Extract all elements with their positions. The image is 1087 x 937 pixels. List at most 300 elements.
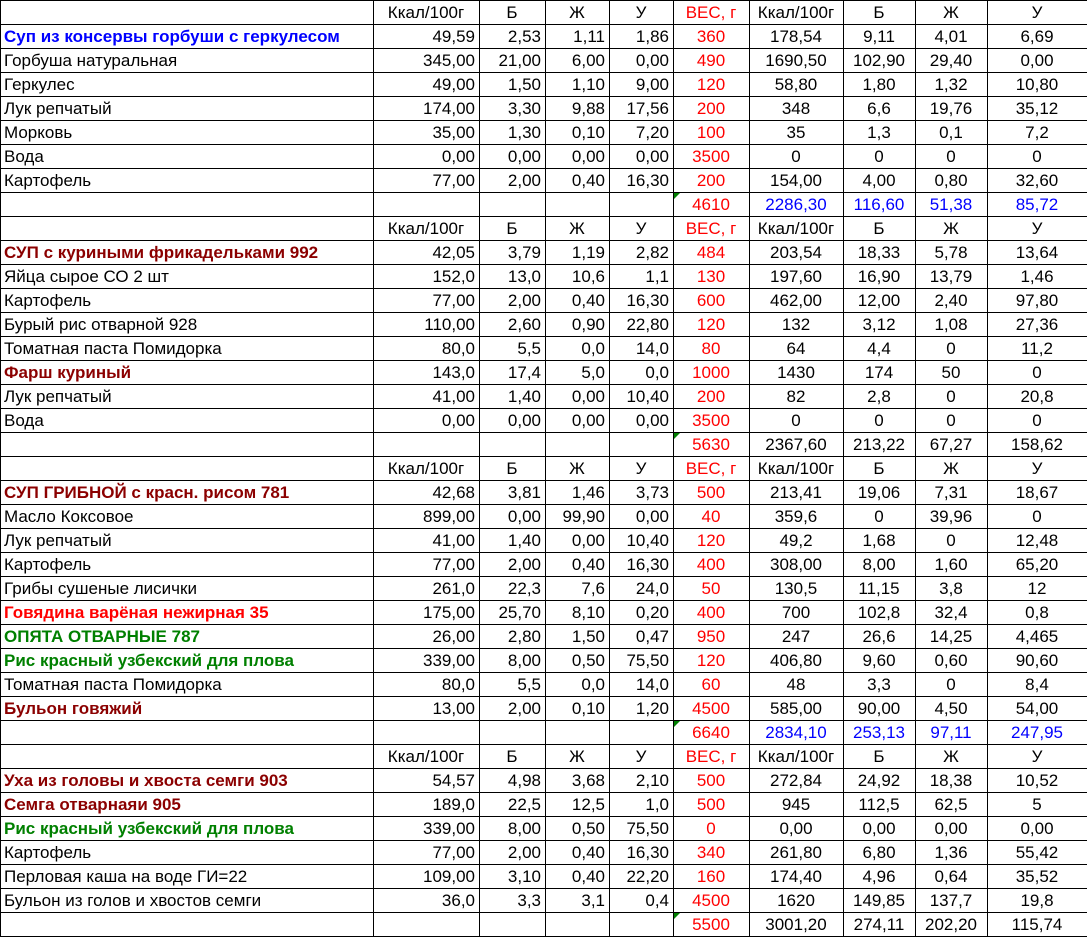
- value-cell[interactable]: 19,8: [988, 889, 1087, 913]
- item-name-cell[interactable]: Бурый рис отварной 928: [1, 313, 374, 337]
- value-cell[interactable]: 1,46: [546, 481, 610, 505]
- value-cell[interactable]: 4,98: [480, 769, 546, 793]
- weight-cell[interactable]: 200: [674, 385, 750, 409]
- header-cell[interactable]: Ж: [546, 457, 610, 481]
- header-cell[interactable]: У: [610, 1, 674, 25]
- total-value-cell[interactable]: 158,62: [988, 433, 1087, 457]
- value-cell[interactable]: 2,60: [480, 313, 546, 337]
- total-value-cell[interactable]: 85,72: [988, 193, 1087, 217]
- total-weight-cell[interactable]: 4610: [674, 193, 750, 217]
- header-cell[interactable]: Ккал/100г: [750, 1, 844, 25]
- item-name-cell[interactable]: Бульон говяжий: [1, 697, 374, 721]
- item-name-cell[interactable]: Геркулес: [1, 73, 374, 97]
- item-name-cell[interactable]: Горбуша натуральная: [1, 49, 374, 73]
- value-cell[interactable]: 3,68: [546, 769, 610, 793]
- value-cell[interactable]: 1430: [750, 361, 844, 385]
- value-cell[interactable]: 2,00: [480, 553, 546, 577]
- value-cell[interactable]: 0,10: [546, 121, 610, 145]
- total-value-cell[interactable]: 213,22: [844, 433, 916, 457]
- value-cell[interactable]: 5,5: [480, 337, 546, 361]
- value-cell[interactable]: 19,06: [844, 481, 916, 505]
- value-cell[interactable]: 97,80: [988, 289, 1087, 313]
- value-cell[interactable]: 1,19: [546, 241, 610, 265]
- total-value-cell[interactable]: 247,95: [988, 721, 1087, 745]
- item-name-cell[interactable]: Бульон из голов и хвостов семги: [1, 889, 374, 913]
- value-cell[interactable]: 12,5: [546, 793, 610, 817]
- empty-cell[interactable]: [480, 193, 546, 217]
- value-cell[interactable]: 0,40: [546, 289, 610, 313]
- weight-cell[interactable]: 160: [674, 865, 750, 889]
- value-cell[interactable]: 58,80: [750, 73, 844, 97]
- empty-cell[interactable]: [374, 193, 480, 217]
- header-cell[interactable]: Ж: [916, 745, 988, 769]
- value-cell[interactable]: 4,50: [916, 697, 988, 721]
- value-cell[interactable]: 14,0: [610, 337, 674, 361]
- value-cell[interactable]: 0: [916, 385, 988, 409]
- value-cell[interactable]: 3,81: [480, 481, 546, 505]
- value-cell[interactable]: 8,00: [480, 817, 546, 841]
- header-cell[interactable]: Ккал/100г: [374, 457, 480, 481]
- value-cell[interactable]: 49,59: [374, 25, 480, 49]
- value-cell[interactable]: 8,10: [546, 601, 610, 625]
- value-cell[interactable]: 0,0: [546, 337, 610, 361]
- value-cell[interactable]: 899,00: [374, 505, 480, 529]
- value-cell[interactable]: 8,4: [988, 673, 1087, 697]
- total-value-cell[interactable]: 51,38: [916, 193, 988, 217]
- value-cell[interactable]: 0,47: [610, 625, 674, 649]
- item-name-cell[interactable]: Картофель: [1, 841, 374, 865]
- total-value-cell[interactable]: 97,11: [916, 721, 988, 745]
- value-cell[interactable]: 1,50: [546, 625, 610, 649]
- value-cell[interactable]: 8,00: [480, 649, 546, 673]
- value-cell[interactable]: 18,33: [844, 241, 916, 265]
- value-cell[interactable]: 9,11: [844, 25, 916, 49]
- value-cell[interactable]: 174: [844, 361, 916, 385]
- weight-cell[interactable]: 100: [674, 121, 750, 145]
- value-cell[interactable]: 19,76: [916, 97, 988, 121]
- header-cell[interactable]: Ккал/100г: [374, 1, 480, 25]
- value-cell[interactable]: 99,90: [546, 505, 610, 529]
- header-cell[interactable]: ВЕС, г: [674, 217, 750, 241]
- header-cell[interactable]: У: [610, 745, 674, 769]
- value-cell[interactable]: 406,80: [750, 649, 844, 673]
- value-cell[interactable]: 0,00: [750, 817, 844, 841]
- empty-cell[interactable]: [480, 913, 546, 937]
- weight-cell[interactable]: 40: [674, 505, 750, 529]
- total-weight-cell[interactable]: 5630: [674, 433, 750, 457]
- value-cell[interactable]: 10,52: [988, 769, 1087, 793]
- header-cell[interactable]: [1, 1, 374, 25]
- value-cell[interactable]: 12,00: [844, 289, 916, 313]
- value-cell[interactable]: 14,25: [916, 625, 988, 649]
- weight-cell[interactable]: 950: [674, 625, 750, 649]
- value-cell[interactable]: 0,00: [988, 49, 1087, 73]
- value-cell[interactable]: 359,6: [750, 505, 844, 529]
- item-name-cell[interactable]: Масло Коксовое: [1, 505, 374, 529]
- empty-cell[interactable]: [480, 433, 546, 457]
- value-cell[interactable]: 55,42: [988, 841, 1087, 865]
- value-cell[interactable]: 1,40: [480, 529, 546, 553]
- value-cell[interactable]: 6,00: [546, 49, 610, 73]
- header-cell[interactable]: У: [610, 457, 674, 481]
- weight-cell[interactable]: 200: [674, 169, 750, 193]
- item-name-cell[interactable]: Семга отварнаяи 905: [1, 793, 374, 817]
- value-cell[interactable]: 12: [988, 577, 1087, 601]
- weight-cell[interactable]: 120: [674, 73, 750, 97]
- value-cell[interactable]: 0: [750, 145, 844, 169]
- weight-cell[interactable]: 484: [674, 241, 750, 265]
- empty-cell[interactable]: [610, 193, 674, 217]
- item-name-cell[interactable]: Фарш куриный: [1, 361, 374, 385]
- value-cell[interactable]: 0,00: [480, 409, 546, 433]
- value-cell[interactable]: 4,00: [844, 169, 916, 193]
- value-cell[interactable]: 9,60: [844, 649, 916, 673]
- value-cell[interactable]: 1,86: [610, 25, 674, 49]
- header-cell[interactable]: Ккал/100г: [750, 217, 844, 241]
- value-cell[interactable]: 2,00: [480, 841, 546, 865]
- value-cell[interactable]: 13,00: [374, 697, 480, 721]
- value-cell[interactable]: 0,00: [916, 817, 988, 841]
- value-cell[interactable]: 64: [750, 337, 844, 361]
- value-cell[interactable]: 945: [750, 793, 844, 817]
- value-cell[interactable]: 1,08: [916, 313, 988, 337]
- value-cell[interactable]: 0: [988, 505, 1087, 529]
- weight-cell[interactable]: 120: [674, 529, 750, 553]
- value-cell[interactable]: 42,68: [374, 481, 480, 505]
- value-cell[interactable]: 24,92: [844, 769, 916, 793]
- header-cell[interactable]: Ккал/100г: [750, 745, 844, 769]
- value-cell[interactable]: 132: [750, 313, 844, 337]
- empty-cell[interactable]: [610, 721, 674, 745]
- value-cell[interactable]: 137,7: [916, 889, 988, 913]
- value-cell[interactable]: 3,1: [546, 889, 610, 913]
- header-cell[interactable]: У: [988, 745, 1087, 769]
- header-cell[interactable]: Ккал/100г: [374, 745, 480, 769]
- value-cell[interactable]: 11,15: [844, 577, 916, 601]
- value-cell[interactable]: 2,82: [610, 241, 674, 265]
- header-cell[interactable]: [1, 745, 374, 769]
- value-cell[interactable]: 112,5: [844, 793, 916, 817]
- weight-cell[interactable]: 3500: [674, 409, 750, 433]
- weight-cell[interactable]: 0: [674, 817, 750, 841]
- item-name-cell[interactable]: Картофель: [1, 553, 374, 577]
- header-cell[interactable]: Б: [480, 217, 546, 241]
- header-cell[interactable]: ВЕС, г: [674, 1, 750, 25]
- item-name-cell[interactable]: Рис красный узбекский для плова: [1, 649, 374, 673]
- value-cell[interactable]: 261,0: [374, 577, 480, 601]
- total-weight-cell[interactable]: 6640: [674, 721, 750, 745]
- value-cell[interactable]: 5,5: [480, 673, 546, 697]
- value-cell[interactable]: 82: [750, 385, 844, 409]
- empty-cell[interactable]: [1, 721, 374, 745]
- weight-cell[interactable]: 200: [674, 97, 750, 121]
- weight-cell[interactable]: 120: [674, 649, 750, 673]
- value-cell[interactable]: 3,3: [844, 673, 916, 697]
- value-cell[interactable]: 0,00: [610, 49, 674, 73]
- empty-cell[interactable]: [546, 193, 610, 217]
- value-cell[interactable]: 7,6: [546, 577, 610, 601]
- item-name-cell[interactable]: Суп из консервы горбуши с геркулесом: [1, 25, 374, 49]
- value-cell[interactable]: 7,31: [916, 481, 988, 505]
- weight-cell[interactable]: 80: [674, 337, 750, 361]
- value-cell[interactable]: 50: [916, 361, 988, 385]
- value-cell[interactable]: 11,2: [988, 337, 1087, 361]
- value-cell[interactable]: 1,50: [480, 73, 546, 97]
- value-cell[interactable]: 0,40: [546, 553, 610, 577]
- value-cell[interactable]: 1,0: [610, 793, 674, 817]
- value-cell[interactable]: 178,54: [750, 25, 844, 49]
- header-cell[interactable]: Ж: [546, 217, 610, 241]
- value-cell[interactable]: 75,50: [610, 817, 674, 841]
- value-cell[interactable]: 1,3: [844, 121, 916, 145]
- value-cell[interactable]: 2,00: [480, 697, 546, 721]
- total-value-cell[interactable]: 116,60: [844, 193, 916, 217]
- header-cell[interactable]: Б: [844, 745, 916, 769]
- header-cell[interactable]: У: [610, 217, 674, 241]
- value-cell[interactable]: 7,2: [988, 121, 1087, 145]
- empty-cell[interactable]: [546, 433, 610, 457]
- value-cell[interactable]: 189,0: [374, 793, 480, 817]
- value-cell[interactable]: 77,00: [374, 169, 480, 193]
- header-cell[interactable]: Ж: [546, 745, 610, 769]
- value-cell[interactable]: 21,00: [480, 49, 546, 73]
- value-cell[interactable]: 348: [750, 97, 844, 121]
- empty-cell[interactable]: [546, 913, 610, 937]
- value-cell[interactable]: 6,69: [988, 25, 1087, 49]
- value-cell[interactable]: 36,0: [374, 889, 480, 913]
- value-cell[interactable]: 462,00: [750, 289, 844, 313]
- value-cell[interactable]: 12,48: [988, 529, 1087, 553]
- value-cell[interactable]: 1,11: [546, 25, 610, 49]
- value-cell[interactable]: 0,00: [374, 145, 480, 169]
- value-cell[interactable]: 41,00: [374, 385, 480, 409]
- value-cell[interactable]: 175,00: [374, 601, 480, 625]
- value-cell[interactable]: 42,05: [374, 241, 480, 265]
- value-cell[interactable]: 39,96: [916, 505, 988, 529]
- value-cell[interactable]: 3,30: [480, 97, 546, 121]
- value-cell[interactable]: 3,79: [480, 241, 546, 265]
- item-name-cell[interactable]: Грибы сушеные лисички: [1, 577, 374, 601]
- value-cell[interactable]: 0: [916, 409, 988, 433]
- value-cell[interactable]: 308,00: [750, 553, 844, 577]
- header-cell[interactable]: Ккал/100г: [750, 457, 844, 481]
- value-cell[interactable]: 32,60: [988, 169, 1087, 193]
- value-cell[interactable]: 10,6: [546, 265, 610, 289]
- item-name-cell[interactable]: Вода: [1, 409, 374, 433]
- value-cell[interactable]: 17,56: [610, 97, 674, 121]
- value-cell[interactable]: 203,54: [750, 241, 844, 265]
- empty-cell[interactable]: [1, 433, 374, 457]
- value-cell[interactable]: 4,4: [844, 337, 916, 361]
- value-cell[interactable]: 0,00: [374, 409, 480, 433]
- value-cell[interactable]: 272,84: [750, 769, 844, 793]
- value-cell[interactable]: 174,40: [750, 865, 844, 889]
- value-cell[interactable]: 1,30: [480, 121, 546, 145]
- value-cell[interactable]: 0,40: [546, 841, 610, 865]
- value-cell[interactable]: 48: [750, 673, 844, 697]
- value-cell[interactable]: 339,00: [374, 649, 480, 673]
- header-cell[interactable]: У: [988, 217, 1087, 241]
- value-cell[interactable]: 130,5: [750, 577, 844, 601]
- value-cell[interactable]: 0: [916, 673, 988, 697]
- item-name-cell[interactable]: Морковь: [1, 121, 374, 145]
- value-cell[interactable]: 27,36: [988, 313, 1087, 337]
- value-cell[interactable]: 22,80: [610, 313, 674, 337]
- value-cell[interactable]: 5: [988, 793, 1087, 817]
- value-cell[interactable]: 6,6: [844, 97, 916, 121]
- value-cell[interactable]: 1,46: [988, 265, 1087, 289]
- value-cell[interactable]: 5,78: [916, 241, 988, 265]
- value-cell[interactable]: 174,00: [374, 97, 480, 121]
- value-cell[interactable]: 26,6: [844, 625, 916, 649]
- item-name-cell[interactable]: Перловая каша на воде ГИ=22: [1, 865, 374, 889]
- value-cell[interactable]: 35: [750, 121, 844, 145]
- item-name-cell[interactable]: Лук репчатый: [1, 529, 374, 553]
- value-cell[interactable]: 1,60: [916, 553, 988, 577]
- total-value-cell[interactable]: 2286,30: [750, 193, 844, 217]
- value-cell[interactable]: 9,88: [546, 97, 610, 121]
- value-cell[interactable]: 10,40: [610, 385, 674, 409]
- value-cell[interactable]: 2,00: [480, 289, 546, 313]
- item-name-cell[interactable]: Уха из головы и хвоста семги 903: [1, 769, 374, 793]
- value-cell[interactable]: 41,00: [374, 529, 480, 553]
- total-value-cell[interactable]: 253,13: [844, 721, 916, 745]
- value-cell[interactable]: 1,1: [610, 265, 674, 289]
- value-cell[interactable]: 1,10: [546, 73, 610, 97]
- weight-cell[interactable]: 4500: [674, 697, 750, 721]
- item-name-cell[interactable]: Вода: [1, 145, 374, 169]
- value-cell[interactable]: 10,80: [988, 73, 1087, 97]
- value-cell[interactable]: 2,53: [480, 25, 546, 49]
- value-cell[interactable]: 0,8: [988, 601, 1087, 625]
- value-cell[interactable]: 54,00: [988, 697, 1087, 721]
- empty-cell[interactable]: [610, 913, 674, 937]
- weight-cell[interactable]: 4500: [674, 889, 750, 913]
- header-cell[interactable]: Б: [480, 1, 546, 25]
- header-cell[interactable]: Ж: [916, 217, 988, 241]
- value-cell[interactable]: 0,00: [480, 145, 546, 169]
- empty-cell[interactable]: [546, 721, 610, 745]
- value-cell[interactable]: 22,5: [480, 793, 546, 817]
- value-cell[interactable]: 0,20: [610, 601, 674, 625]
- value-cell[interactable]: 4,96: [844, 865, 916, 889]
- value-cell[interactable]: 143,0: [374, 361, 480, 385]
- value-cell[interactable]: 700: [750, 601, 844, 625]
- value-cell[interactable]: 90,00: [844, 697, 916, 721]
- value-cell[interactable]: 3,8: [916, 577, 988, 601]
- value-cell[interactable]: 1,36: [916, 841, 988, 865]
- header-cell[interactable]: ВЕС, г: [674, 457, 750, 481]
- value-cell[interactable]: 149,85: [844, 889, 916, 913]
- item-name-cell[interactable]: Лук репчатый: [1, 97, 374, 121]
- header-cell[interactable]: Б: [844, 457, 916, 481]
- value-cell[interactable]: 0,00: [844, 817, 916, 841]
- value-cell[interactable]: 2,40: [916, 289, 988, 313]
- value-cell[interactable]: 0,4: [610, 889, 674, 913]
- value-cell[interactable]: 1,80: [844, 73, 916, 97]
- value-cell[interactable]: 7,20: [610, 121, 674, 145]
- item-name-cell[interactable]: Картофель: [1, 169, 374, 193]
- value-cell[interactable]: 75,50: [610, 649, 674, 673]
- value-cell[interactable]: 4,465: [988, 625, 1087, 649]
- value-cell[interactable]: 0,40: [546, 865, 610, 889]
- item-name-cell[interactable]: СУП ГРИБНОЙ с красн. рисом 781: [1, 481, 374, 505]
- total-value-cell[interactable]: 3001,20: [750, 913, 844, 937]
- value-cell[interactable]: 62,5: [916, 793, 988, 817]
- value-cell[interactable]: 25,70: [480, 601, 546, 625]
- value-cell[interactable]: 345,00: [374, 49, 480, 73]
- header-cell[interactable]: У: [988, 457, 1087, 481]
- value-cell[interactable]: 65,20: [988, 553, 1087, 577]
- header-cell[interactable]: Б: [480, 457, 546, 481]
- empty-cell[interactable]: [480, 721, 546, 745]
- weight-cell[interactable]: 500: [674, 793, 750, 817]
- value-cell[interactable]: 0,50: [546, 649, 610, 673]
- value-cell[interactable]: 0,00: [546, 409, 610, 433]
- value-cell[interactable]: 197,60: [750, 265, 844, 289]
- value-cell[interactable]: 90,60: [988, 649, 1087, 673]
- weight-cell[interactable]: 400: [674, 601, 750, 625]
- value-cell[interactable]: 213,41: [750, 481, 844, 505]
- total-value-cell[interactable]: 2834,10: [750, 721, 844, 745]
- value-cell[interactable]: 0: [988, 145, 1087, 169]
- value-cell[interactable]: 152,0: [374, 265, 480, 289]
- value-cell[interactable]: 16,90: [844, 265, 916, 289]
- item-name-cell[interactable]: Лук репчатый: [1, 385, 374, 409]
- value-cell[interactable]: 2,8: [844, 385, 916, 409]
- value-cell[interactable]: 17,4: [480, 361, 546, 385]
- item-name-cell[interactable]: СУП с куриными фрикадельками 992: [1, 241, 374, 265]
- weight-cell[interactable]: 490: [674, 49, 750, 73]
- value-cell[interactable]: 109,00: [374, 865, 480, 889]
- value-cell[interactable]: 13,0: [480, 265, 546, 289]
- weight-cell[interactable]: 3500: [674, 145, 750, 169]
- value-cell[interactable]: 0,60: [916, 649, 988, 673]
- value-cell[interactable]: 3,73: [610, 481, 674, 505]
- value-cell[interactable]: 1620: [750, 889, 844, 913]
- value-cell[interactable]: 0,90: [546, 313, 610, 337]
- weight-cell[interactable]: 1000: [674, 361, 750, 385]
- value-cell[interactable]: 1,40: [480, 385, 546, 409]
- value-cell[interactable]: 18,38: [916, 769, 988, 793]
- value-cell[interactable]: 585,00: [750, 697, 844, 721]
- weight-cell[interactable]: 50: [674, 577, 750, 601]
- value-cell[interactable]: 0,00: [610, 505, 674, 529]
- value-cell[interactable]: 110,00: [374, 313, 480, 337]
- value-cell[interactable]: 13,64: [988, 241, 1087, 265]
- header-cell[interactable]: Ж: [916, 457, 988, 481]
- value-cell[interactable]: 0: [916, 529, 988, 553]
- value-cell[interactable]: 77,00: [374, 841, 480, 865]
- value-cell[interactable]: 0: [844, 409, 916, 433]
- value-cell[interactable]: 3,12: [844, 313, 916, 337]
- value-cell[interactable]: 26,00: [374, 625, 480, 649]
- total-value-cell[interactable]: 115,74: [988, 913, 1087, 937]
- value-cell[interactable]: 9,00: [610, 73, 674, 97]
- item-name-cell[interactable]: Картофель: [1, 289, 374, 313]
- value-cell[interactable]: 1690,50: [750, 49, 844, 73]
- value-cell[interactable]: 5,0: [546, 361, 610, 385]
- value-cell[interactable]: 35,12: [988, 97, 1087, 121]
- value-cell[interactable]: 0,00: [546, 145, 610, 169]
- weight-cell[interactable]: 500: [674, 481, 750, 505]
- value-cell[interactable]: 0: [916, 337, 988, 361]
- header-cell[interactable]: [1, 457, 374, 481]
- header-cell[interactable]: Ж: [916, 1, 988, 25]
- header-cell[interactable]: Ккал/100г: [374, 217, 480, 241]
- value-cell[interactable]: 0,00: [988, 817, 1087, 841]
- value-cell[interactable]: 3,10: [480, 865, 546, 889]
